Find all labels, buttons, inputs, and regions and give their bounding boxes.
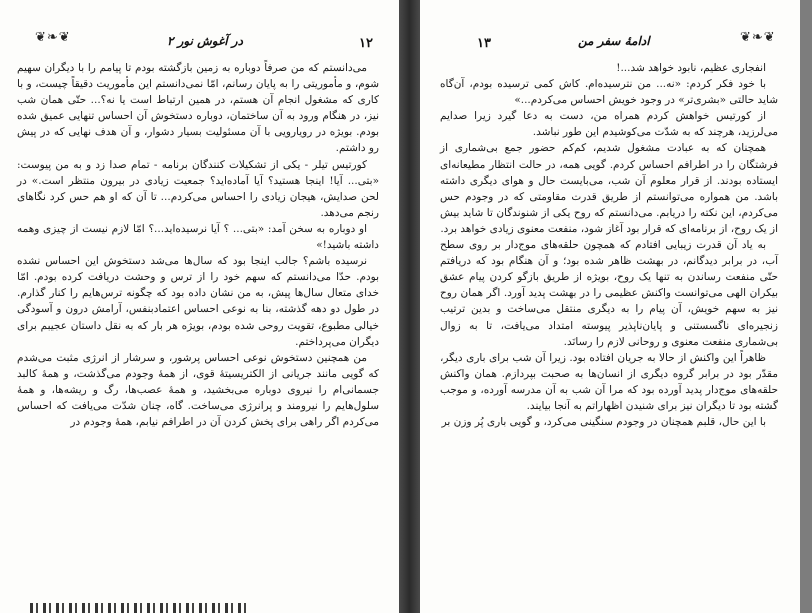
paragraph: می‌دانستم که من صرفاً دوباره به زمین بازگشته بودم تا پیامم را با دیگران سهیم شوم، و مأموریتی را به پایان رسانم، امّا نمی‌دانستم این مأموریت دقیقاً چیست، و با کاری که مشغول انجام آن هستم، در همین ارتباط است یا نه؟... حتّی همان شب نیز، در هنگام ورود به آن ساختمان، دوباره دستخوش آن احساس تنهایی عمیق شده بودم. بویژه در رویارویی با آن مسئولیت بسیار دشوار، و آن هدف نهایی که در پیش رو داشتم. [17,62,379,155]
paragraph: انفجاری عظیم، نابود خواهد شد...! [616,62,766,74]
right-page-number: ۱۳ [477,36,491,51]
left-page [0,0,399,613]
right-running-title: ادامهٔ سفر من [578,34,650,48]
paragraph: ظاهراً این واکنش از حالا به جریان افتاده بود. زیرا آن شب برای باری دیگر، مقدّر بود در برابر گروه دیگری از انسان‌ها به صحبت بپردازم. همان واکنش حلقه‌های موج‌دار پدید آورده بود که مرا آن شب به آن مدرسه آورده، و موجب گشته بود تا دیگران نیز برای شنیدن اظهاراتم به آنجا بیایند. [440,351,778,412]
book-gutter [399,0,420,613]
paragraph: کورتیس تیلر - یکی از تشکیلات کنندگان برنامه - تمام صدا زد و به من پیوست: «بتی... آیا! اینجا هستید؟ آیا آماده‌اید؟ جمعیت زیادی در بیرون منتظر است.» در لحن صدایش، هیجان زیادی را احساس می‌کردم... تا آن که او هم حس کرد نگاهای رنجم می‌دهد. [17,158,379,219]
paragraph: با خود فکر کردم: «نه... من نترسیده‌ام. کاش کمی ترسیده بودم، آن‌گاه شاید حالتی «بشری‌تر» در وجود خویش احساس می‌کردم...» [440,78,778,107]
ornament-icon: ❦❧❦ [740,30,776,45]
right-page-body [440,60,778,430]
page-edge [800,0,812,613]
left-running-title: در آغوش نور ۲ [167,34,243,48]
paragraph: من همچنین دستخوش نوعی احساس پرشور، و سرشار از انرژی مثبت می‌شدم که گویی مانند جریانی از الکتریسیتهٔ قوی، از همهٔ وجودم می‌گذشت، و همهٔ کالبد جسمانی‌ام را نیروی دوباره می‌بخشید، و همهٔ عصب‌ها، رگ و ریشه‌ها، و همهٔ سلول‌هایم را نیرومند و پرانرژی می‌ساخت. گاه، چنان شدّت می‌یافت که احساس می‌کردم اگر راهی برای پخش کردن آن در اطرافم نیابم، همهٔ وجودم در [17,351,379,429]
paragraph: نرسیده باشم؟ جالب اینجا بود که سال‌ها می‌شد دستخوش این احساس نشده بودم. حدّا می‌دانستم که سهم خود را از ترس و وحشت دریافت کرده بودم. امّا خدای متعال سال‌ها پیش، به من نشان داده بود که چگونه ترس‌هایم را کنار گذارم. در طول دو دهه گذشته، بنا به نوعی احساس اعتمادبنفس، آرامش درون و آسودگی خیالی مطبوع، تقویت روحی شده بودم، بویژه هر بار که به نقل داستان عجیبم برای دیگران می‌پرداختم. [17,255,379,348]
ornament-icon: ❦❧❦ [35,30,71,45]
paragraph: با این حال، قلبم همچنان در وجودم سنگینی می‌کرد، و گویی باری پُر وزن بر [441,416,766,429]
paragraph: همچنان که به عبادت مشغول شدیم، کم‌کم حضور جمع بی‌شماری از فرشتگان را در اطرافم احساس کردم. گویی همه، در حالت انتظار مطیعانه‌ای ایستاده بودند. از قرار معلوم آن شب، می‌بایست حال و هوای دیگری داشته باشد. من همواره می‌توانستم از طریق قدرت مقاومتی که در وجودم حس می‌کردم، این نکته را دریابم. می‌دانستم که روح یکی از شنوندگان تا شاید بیش از یک روح، از برنامه‌ای که قرار بود آغاز شود، منفعت معنوی زیادی خواهد برد. [440,142,778,235]
paragraph: از کورتیس خواهش کردم همراه من، دست به دعا گیرد زیرا صدایم می‌لرزید، هرچند که به شدّت می‌کوشیدم این طور نباشد. [440,110,778,139]
left-page-body [17,60,379,430]
left-page-number: ۱۲ [359,36,373,51]
right-page [420,0,800,613]
right-page-header [440,0,778,60]
paragraph: او دوباره به سخن آمد: «بتی... ؟ آیا نرسیده‌اید...؟ امّا لازم نیست از چیزی وهمه داشته باشید!» [17,222,379,252]
scan-artifact [30,603,250,613]
paragraph: به یاد آن قدرت زیبایی افتادم که همچون حلقه‌های موج‌دار بر روی سطح آب، در برابر دیدگانم، در بهشت ظاهر شده بود؛ و آن هنگام بود که دریافتم حتّی منفعت رساندن به تنها یک روح، بویژه از طریق بازگو کردن پیام عشق بیکران الهی می‌توانست واکنش عظیمی را در بهشت پدید آورد. اگر همان روح نیز به سهم خویش، آن پیام را به دیگری منتقل می‌ساخت و بدین ترتیب زنجیره‌ای ناگسستنی و پایان‌ناپذیر پیوسته امتداد می‌یافت، تا به زوال بی‌شماری منفعت معنوی و روحانی لازم را رسانَد. [440,239,778,348]
left-page-header [17,0,379,60]
